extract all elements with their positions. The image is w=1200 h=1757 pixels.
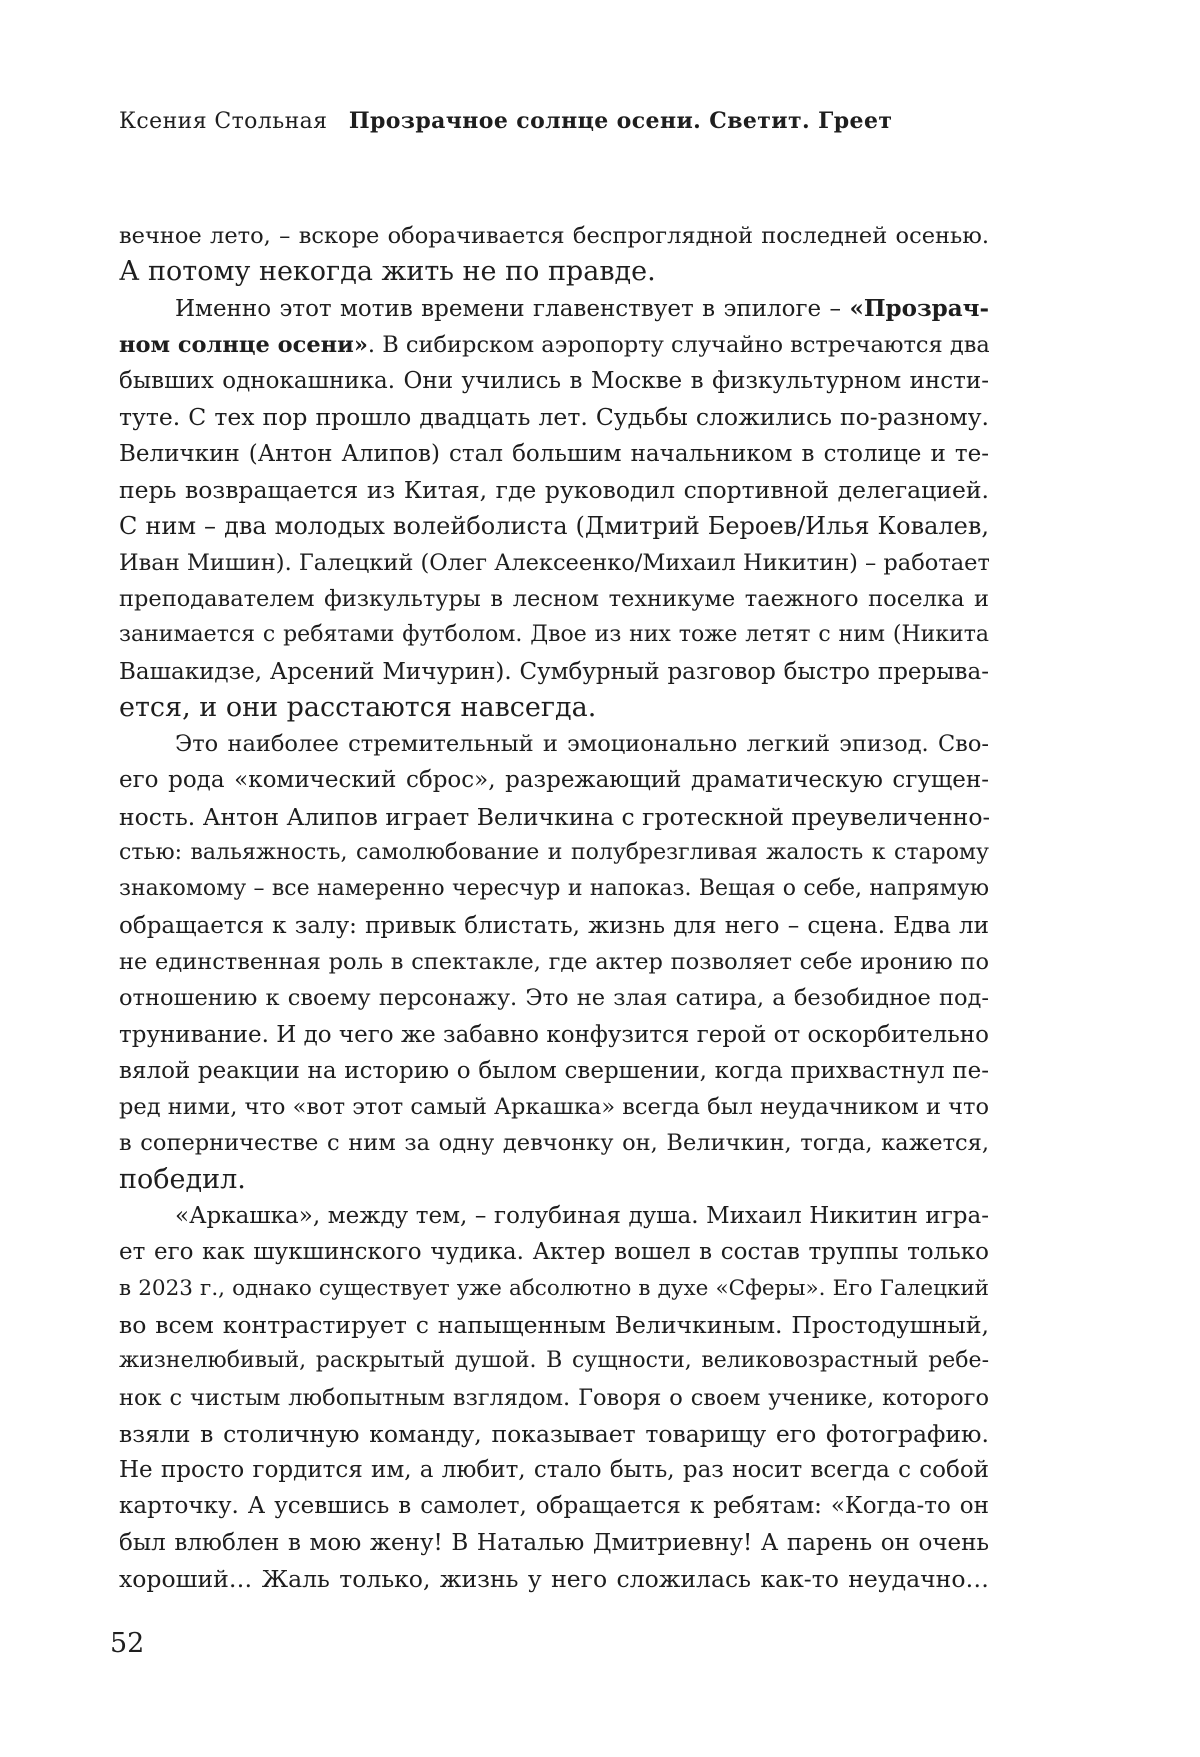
text-line: трунивание. И до чего же забавно конфузится герой от оскорбительно <box>119 1017 989 1053</box>
header-author: Ксения Стольная <box>119 109 327 134</box>
header-title: Прозрачное солнце осени. Светит. Греет <box>349 108 893 134</box>
text-line: обращается к залу: привык блистать, жизнь для него – сцена. Едва ли <box>119 908 989 944</box>
text-line: жизнелюбивый, раскрытый душой. В сущности, великовозрастный ребе- <box>119 1343 989 1379</box>
text-line: бывших однокашника. Они учились в Москве в физкультурном инсти- <box>119 363 989 399</box>
page-number: 52 <box>110 1628 144 1659</box>
text-run: Именно этот мотив времени главенствует в эпилоге – <box>175 296 841 322</box>
body-text <box>119 218 989 1597</box>
text-line: занимается с ребятами футболом. Двое из них тоже летят с ним (Никита <box>119 617 989 653</box>
text-line: А потому некогда жить не по правде. <box>119 254 989 290</box>
text-line: туте. С тех пор прошло двадцать лет. Судьбы сложились по-разному. <box>119 399 989 435</box>
text-line <box>119 291 989 327</box>
text-line: перь возвращается из Китая, где руководил спортивной делегацией. <box>119 472 989 508</box>
text-line: «Аркашка», между тем, – голубиная душа. Михаил Никитин игра- <box>119 1198 989 1234</box>
text-line: преподавателем физкультуры в лесном техникуме таежного поселка и <box>119 581 989 617</box>
text-line: Величкин (Антон Алипов) стал большим начальником в столице и те- <box>119 436 989 472</box>
text-line: карточку. А усевшись в самолет, обращается к ребятам: «Когда-то он <box>119 1488 989 1524</box>
text-line: в 2023 г., однако существует уже абсолютно в духе «Сферы». Его Галецкий <box>119 1271 989 1307</box>
text-line: во всем контрастирует с напыщенным Величкиным. Простодушный, <box>119 1307 989 1343</box>
text-line: Иван Мишин). Галецкий (Олег Алексеенко/Михаил Никитин) – работает <box>119 545 989 581</box>
text-line: в соперничестве с ним за одну девчонку он, Величкин, тогда, кажется, <box>119 1125 989 1161</box>
text-line: нок с чистым любопытным взглядом. Говоря о своем ученике, которого <box>119 1380 989 1416</box>
text-line: Это наиболее стремительный и эмоционально легкий эпизод. Сво- <box>119 726 989 762</box>
text-line: ред ними, что «вот этот самый Аркашка» всегда был неудачником и что <box>119 1089 989 1125</box>
text-line: стью: вальяжность, самолюбование и полубрезгливая жалость к старому <box>119 835 989 871</box>
text-line: Вашакидзе, Арсений Мичурин). Сумбурный разговор быстро прерыва- <box>119 654 989 690</box>
text-line: знакомому – все намеренно чересчур и напоказ. Вещая о себе, напрямую <box>119 871 989 907</box>
bold-title-run: ном солнце осени» <box>119 332 368 358</box>
text-line: вялой реакции на историю о былом свершении, когда прихвастнул пе- <box>119 1053 989 1089</box>
text-line <box>119 327 989 363</box>
text-line: ность. Антон Алипов играет Величкина с гротескной преувеличенно- <box>119 799 989 835</box>
text-line: взяли в столичную команду, показывает товарищу его фотографию. <box>119 1416 989 1452</box>
text-line: Не просто гордится им, а любит, стало быть, раз носит всегда с собой <box>119 1452 989 1488</box>
text-line: его рода «комический сброс», разрежающий драматическую сгущен- <box>119 762 989 798</box>
text-line: не единственная роль в спектакле, где актер позволяет себе иронию по <box>119 944 989 980</box>
text-line: ется, и они расстаются навсегда. <box>119 690 989 726</box>
running-head <box>119 108 892 134</box>
text-line: был влюблен в мою жену! В Наталью Дмитриевну! А парень он очень <box>119 1525 989 1561</box>
text-line: вечное лето, – вскоре оборачивается беспроглядной последней осенью. <box>119 218 989 254</box>
book-page <box>0 0 1200 1757</box>
text-line: отношению к своему персонажу. Это не злая сатира, а безобидное под- <box>119 980 989 1016</box>
text-line: победил. <box>119 1162 989 1198</box>
bold-title-run: «Прозрач- <box>849 295 989 322</box>
text-run: . В сибирском аэропорту случайно встречаются два <box>368 332 989 358</box>
text-line: ет его как шукшинского чудика. Актер вошел в состав труппы только <box>119 1234 989 1270</box>
text-line: С ним – два молодых волейболиста (Дмитрий Бероев/Илья Ковалев, <box>119 508 989 544</box>
text-line: хороший… Жаль только, жизнь у него сложилась как-то неудачно… <box>119 1561 989 1597</box>
